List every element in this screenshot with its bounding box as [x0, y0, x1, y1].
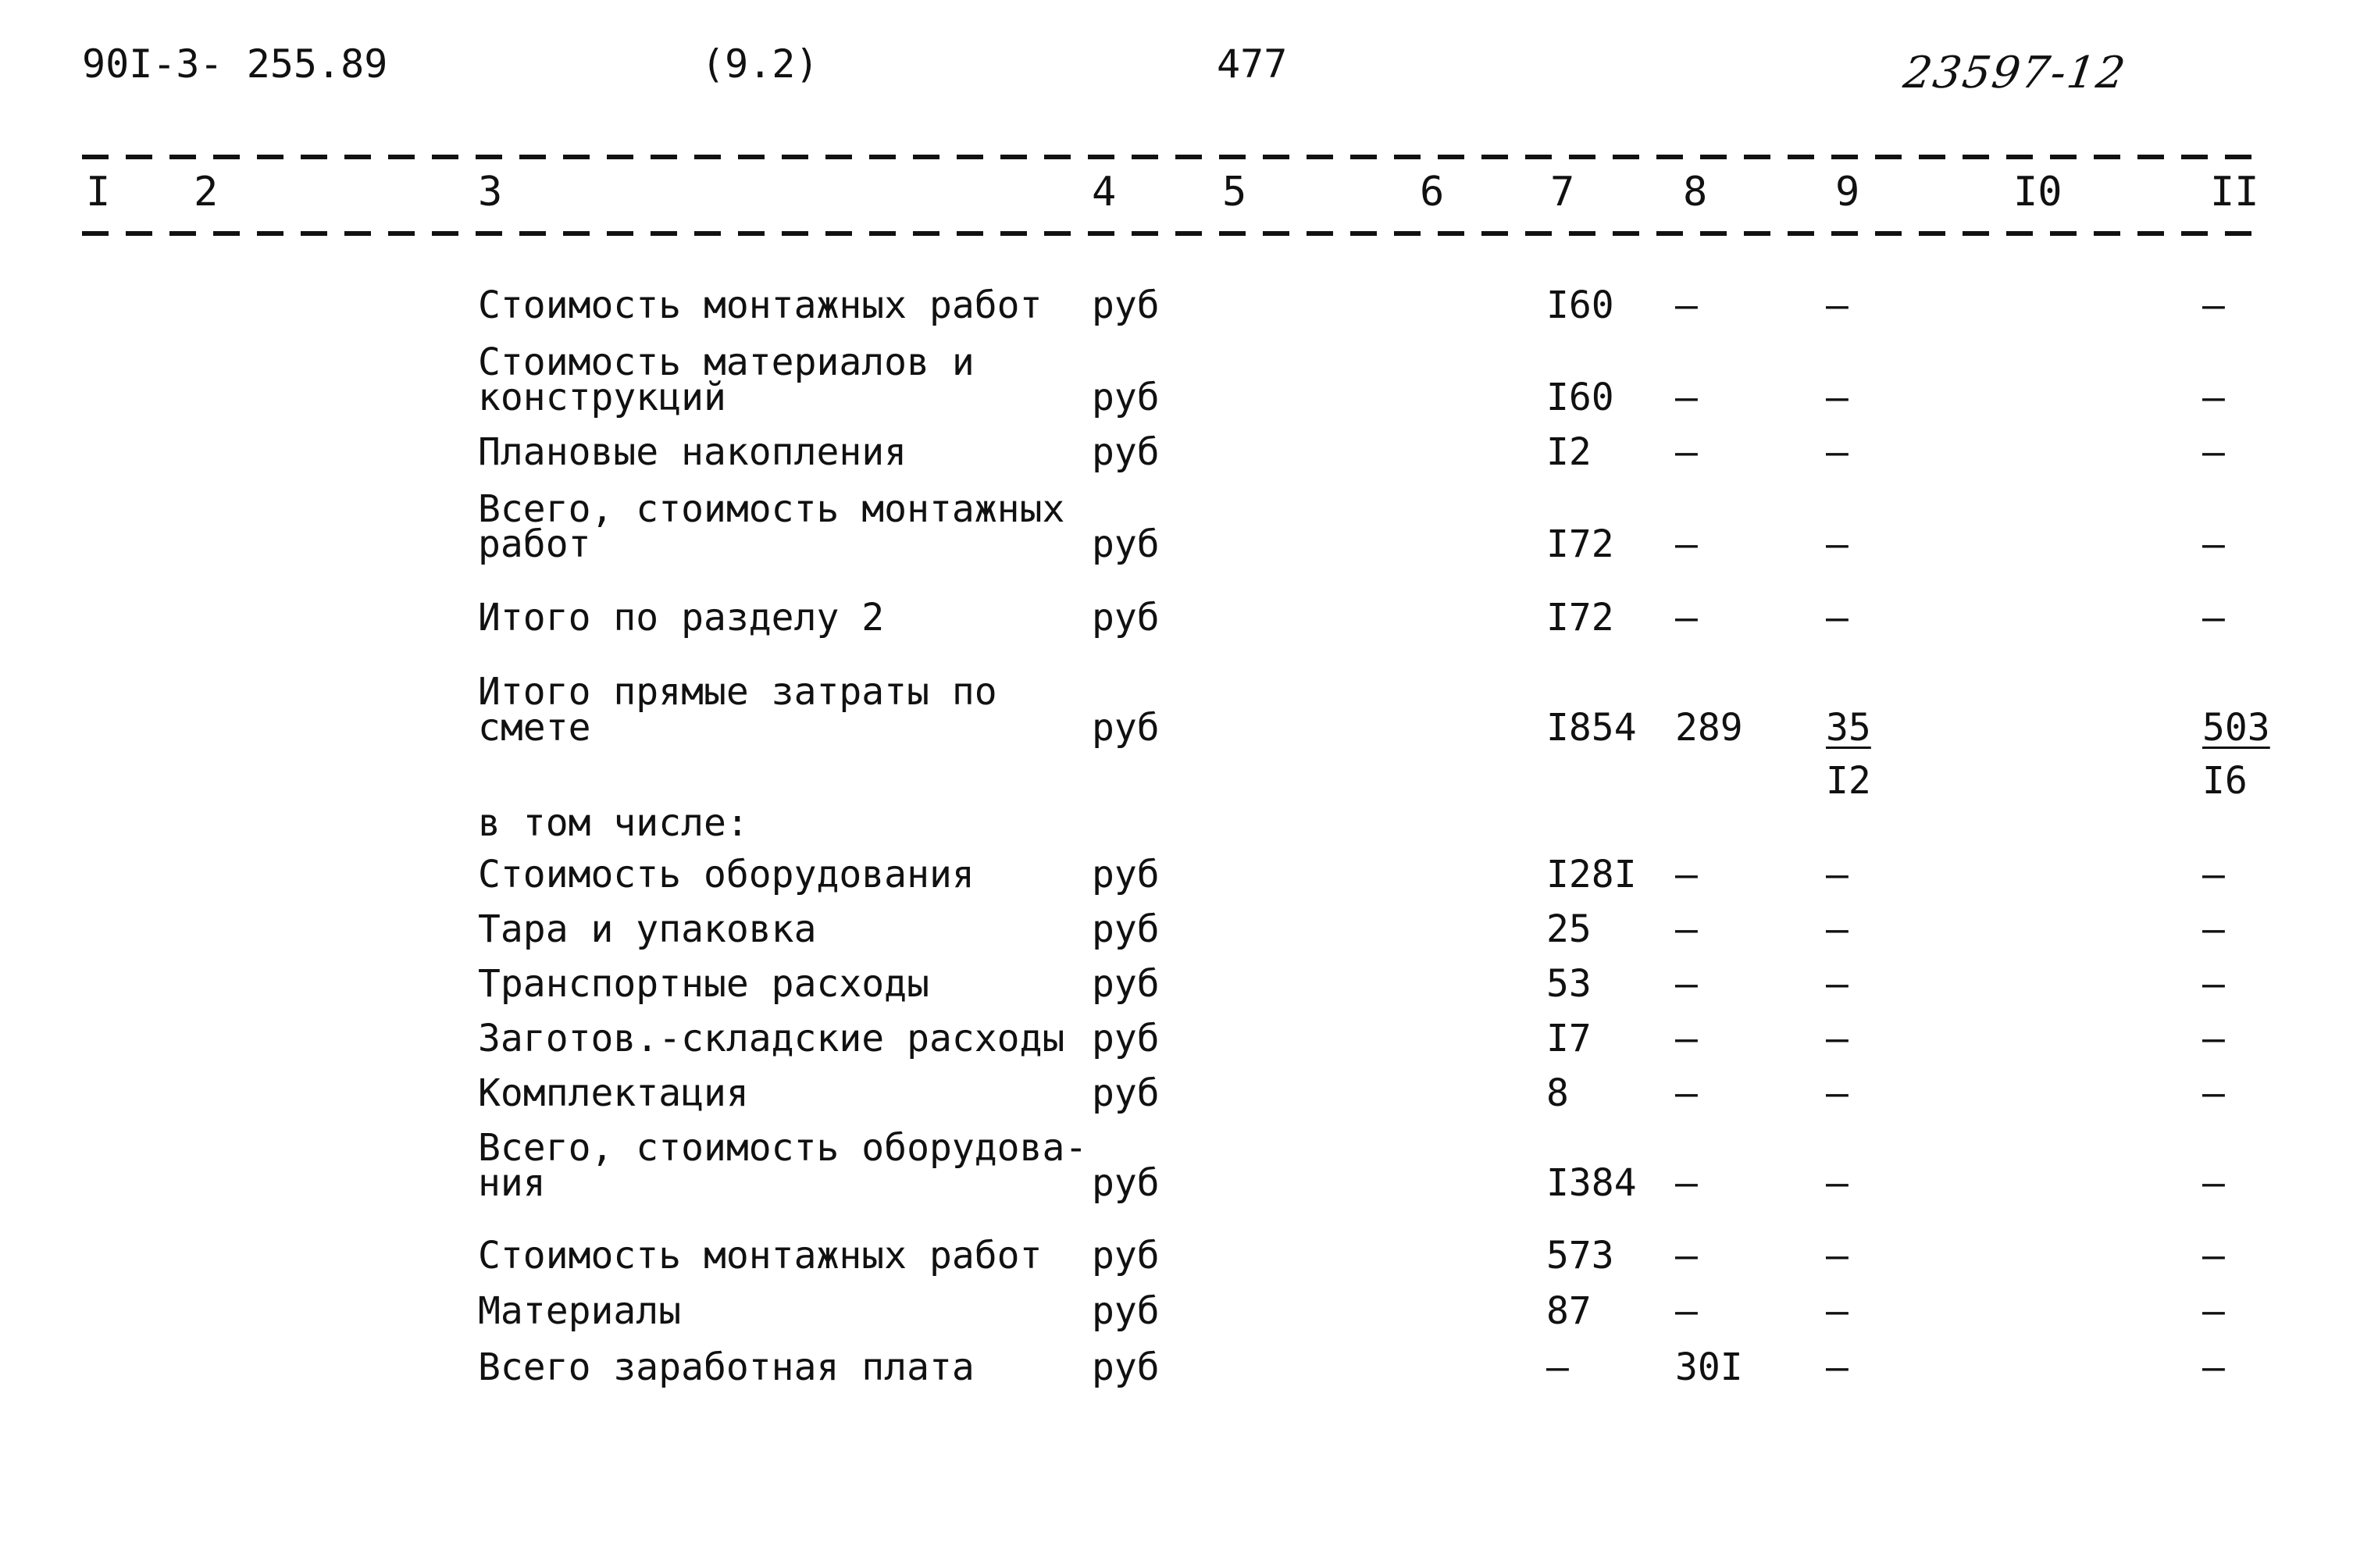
col9-value: –	[1826, 853, 1849, 896]
subheading-label: в том числе:	[478, 801, 749, 845]
column-number: 4	[1092, 169, 1117, 216]
section-number: (9.2)	[701, 41, 819, 87]
row-label-continuation: работ	[478, 522, 591, 566]
col8-value: –	[1675, 962, 1698, 1006]
table-header-divider	[82, 231, 2261, 236]
col7-value: –	[1546, 1345, 1569, 1389]
col7-value: I72	[1546, 596, 1614, 640]
unit-cell: руб	[1092, 1161, 1160, 1205]
col9-denominator: I2	[1826, 759, 1871, 803]
row-label: Всего, стоимость оборудова-	[478, 1126, 1088, 1170]
col8-value: –	[1675, 283, 1698, 327]
col9-value: –	[1826, 430, 1849, 474]
handwritten-registration-number: 23597-12	[1900, 48, 2130, 98]
col8-value: –	[1675, 1017, 1698, 1060]
col7-value: I60	[1546, 283, 1614, 327]
column-number: 6	[1420, 169, 1445, 216]
col11-value: –	[2202, 853, 2225, 896]
col9-value: –	[1826, 1234, 1849, 1278]
unit-cell: руб	[1092, 283, 1160, 327]
col8-value: –	[1675, 596, 1698, 640]
col11-value: –	[2202, 907, 2225, 951]
col7-value: 87	[1546, 1289, 1592, 1333]
col8-value: –	[1675, 376, 1698, 419]
col9-value: –	[1826, 962, 1849, 1006]
col7-value: I854	[1546, 706, 1637, 750]
col11-value: –	[2202, 1161, 2225, 1205]
column-number: II	[2210, 169, 2259, 216]
row-label: Плановые накопления	[478, 430, 907, 474]
row-label: Стоимость монтажных работ	[478, 1234, 1043, 1278]
col7-value: I28I	[1546, 853, 1637, 896]
col11-value: –	[2202, 376, 2225, 419]
col8-value: 289	[1675, 706, 1743, 750]
unit-cell: руб	[1092, 1234, 1160, 1278]
column-number: I	[86, 169, 111, 216]
row-label: Итого по разделу 2	[478, 596, 885, 640]
col8-value: 30I	[1675, 1345, 1743, 1389]
row-label-continuation: ния	[478, 1161, 546, 1205]
col11-value: –	[2202, 1017, 2225, 1060]
col8-value: –	[1675, 522, 1698, 566]
col11-value: –	[2202, 283, 2225, 327]
col7-value: 573	[1546, 1234, 1614, 1278]
row-label-continuation: конструкций	[478, 376, 726, 419]
col9-value: –	[1826, 1017, 1849, 1060]
col8-value: –	[1675, 907, 1698, 951]
unit-cell: руб	[1092, 1071, 1160, 1115]
unit-cell: руб	[1092, 1017, 1160, 1060]
col11-value: –	[2202, 1289, 2225, 1333]
col9-value: –	[1826, 376, 1849, 419]
col9-value: –	[1826, 283, 1849, 327]
col9-value: –	[1826, 596, 1849, 640]
col11-denominator: I6	[2202, 759, 2248, 803]
col7-value: I72	[1546, 522, 1614, 566]
col9-value: –	[1826, 1161, 1849, 1205]
row-label: Транспортные расходы	[478, 962, 929, 1006]
col9-value: –	[1826, 1345, 1849, 1389]
column-number: 9	[1835, 169, 1860, 216]
row-label: Тара и упаковка	[478, 907, 817, 951]
col7-value: 8	[1546, 1071, 1569, 1115]
col7-value: 25	[1546, 907, 1592, 951]
table-top-divider	[82, 155, 2261, 159]
row-label-continuation: смете	[478, 706, 591, 750]
document-code: 90I-3- 255.89	[82, 41, 388, 87]
col7-value: I60	[1546, 376, 1614, 419]
col11-value: –	[2202, 1234, 2225, 1278]
row-label: Всего, стоимость монтажных	[478, 487, 1065, 531]
unit-cell: руб	[1092, 706, 1160, 750]
unit-cell: руб	[1092, 430, 1160, 474]
col9-value: –	[1826, 1289, 1849, 1333]
col7-value: I2	[1546, 430, 1592, 474]
column-number: I0	[2013, 169, 2062, 216]
col11-value: –	[2202, 596, 2225, 640]
unit-cell: руб	[1092, 1345, 1160, 1389]
col11-value: –	[2202, 430, 2225, 474]
row-label: Материалы	[478, 1289, 682, 1333]
col8-value: –	[1675, 853, 1698, 896]
row-label: Стоимость монтажных работ	[478, 283, 1043, 327]
col8-value: –	[1675, 1071, 1698, 1115]
row-label: Итого прямые затраты по	[478, 670, 997, 714]
column-number: 2	[194, 169, 219, 216]
col7-value: 53	[1546, 962, 1592, 1006]
unit-cell: руб	[1092, 522, 1160, 566]
col8-value: –	[1675, 1234, 1698, 1278]
unit-cell: руб	[1092, 596, 1160, 640]
col7-value: I7	[1546, 1017, 1592, 1060]
col11-value: –	[2202, 1345, 2225, 1389]
col11-value: –	[2202, 522, 2225, 566]
col9-value: –	[1826, 1071, 1849, 1115]
unit-cell: руб	[1092, 1289, 1160, 1333]
row-label: Стоимость оборудования	[478, 853, 975, 896]
col11-numerator: 503	[2202, 706, 2270, 750]
col9-value: –	[1826, 522, 1849, 566]
row-label: Комплектация	[478, 1071, 749, 1115]
column-number: 7	[1550, 169, 1575, 216]
col9-numerator: 35	[1826, 706, 1871, 750]
page-number: 477	[1217, 41, 1288, 87]
column-number: 8	[1683, 169, 1708, 216]
row-label: Стоимость материалов и	[478, 340, 975, 384]
row-label: Заготов.-складские расходы	[478, 1017, 1065, 1060]
col7-value: I384	[1546, 1161, 1637, 1205]
col11-value: –	[2202, 1071, 2225, 1115]
column-number: 3	[478, 169, 503, 216]
unit-cell: руб	[1092, 376, 1160, 419]
col9-value: –	[1826, 907, 1849, 951]
row-label: Всего заработная плата	[478, 1345, 975, 1389]
col8-value: –	[1675, 430, 1698, 474]
col8-value: –	[1675, 1161, 1698, 1205]
column-number: 5	[1222, 169, 1247, 216]
unit-cell: руб	[1092, 853, 1160, 896]
col11-value: –	[2202, 962, 2225, 1006]
unit-cell: руб	[1092, 962, 1160, 1006]
col8-value: –	[1675, 1289, 1698, 1333]
unit-cell: руб	[1092, 907, 1160, 951]
